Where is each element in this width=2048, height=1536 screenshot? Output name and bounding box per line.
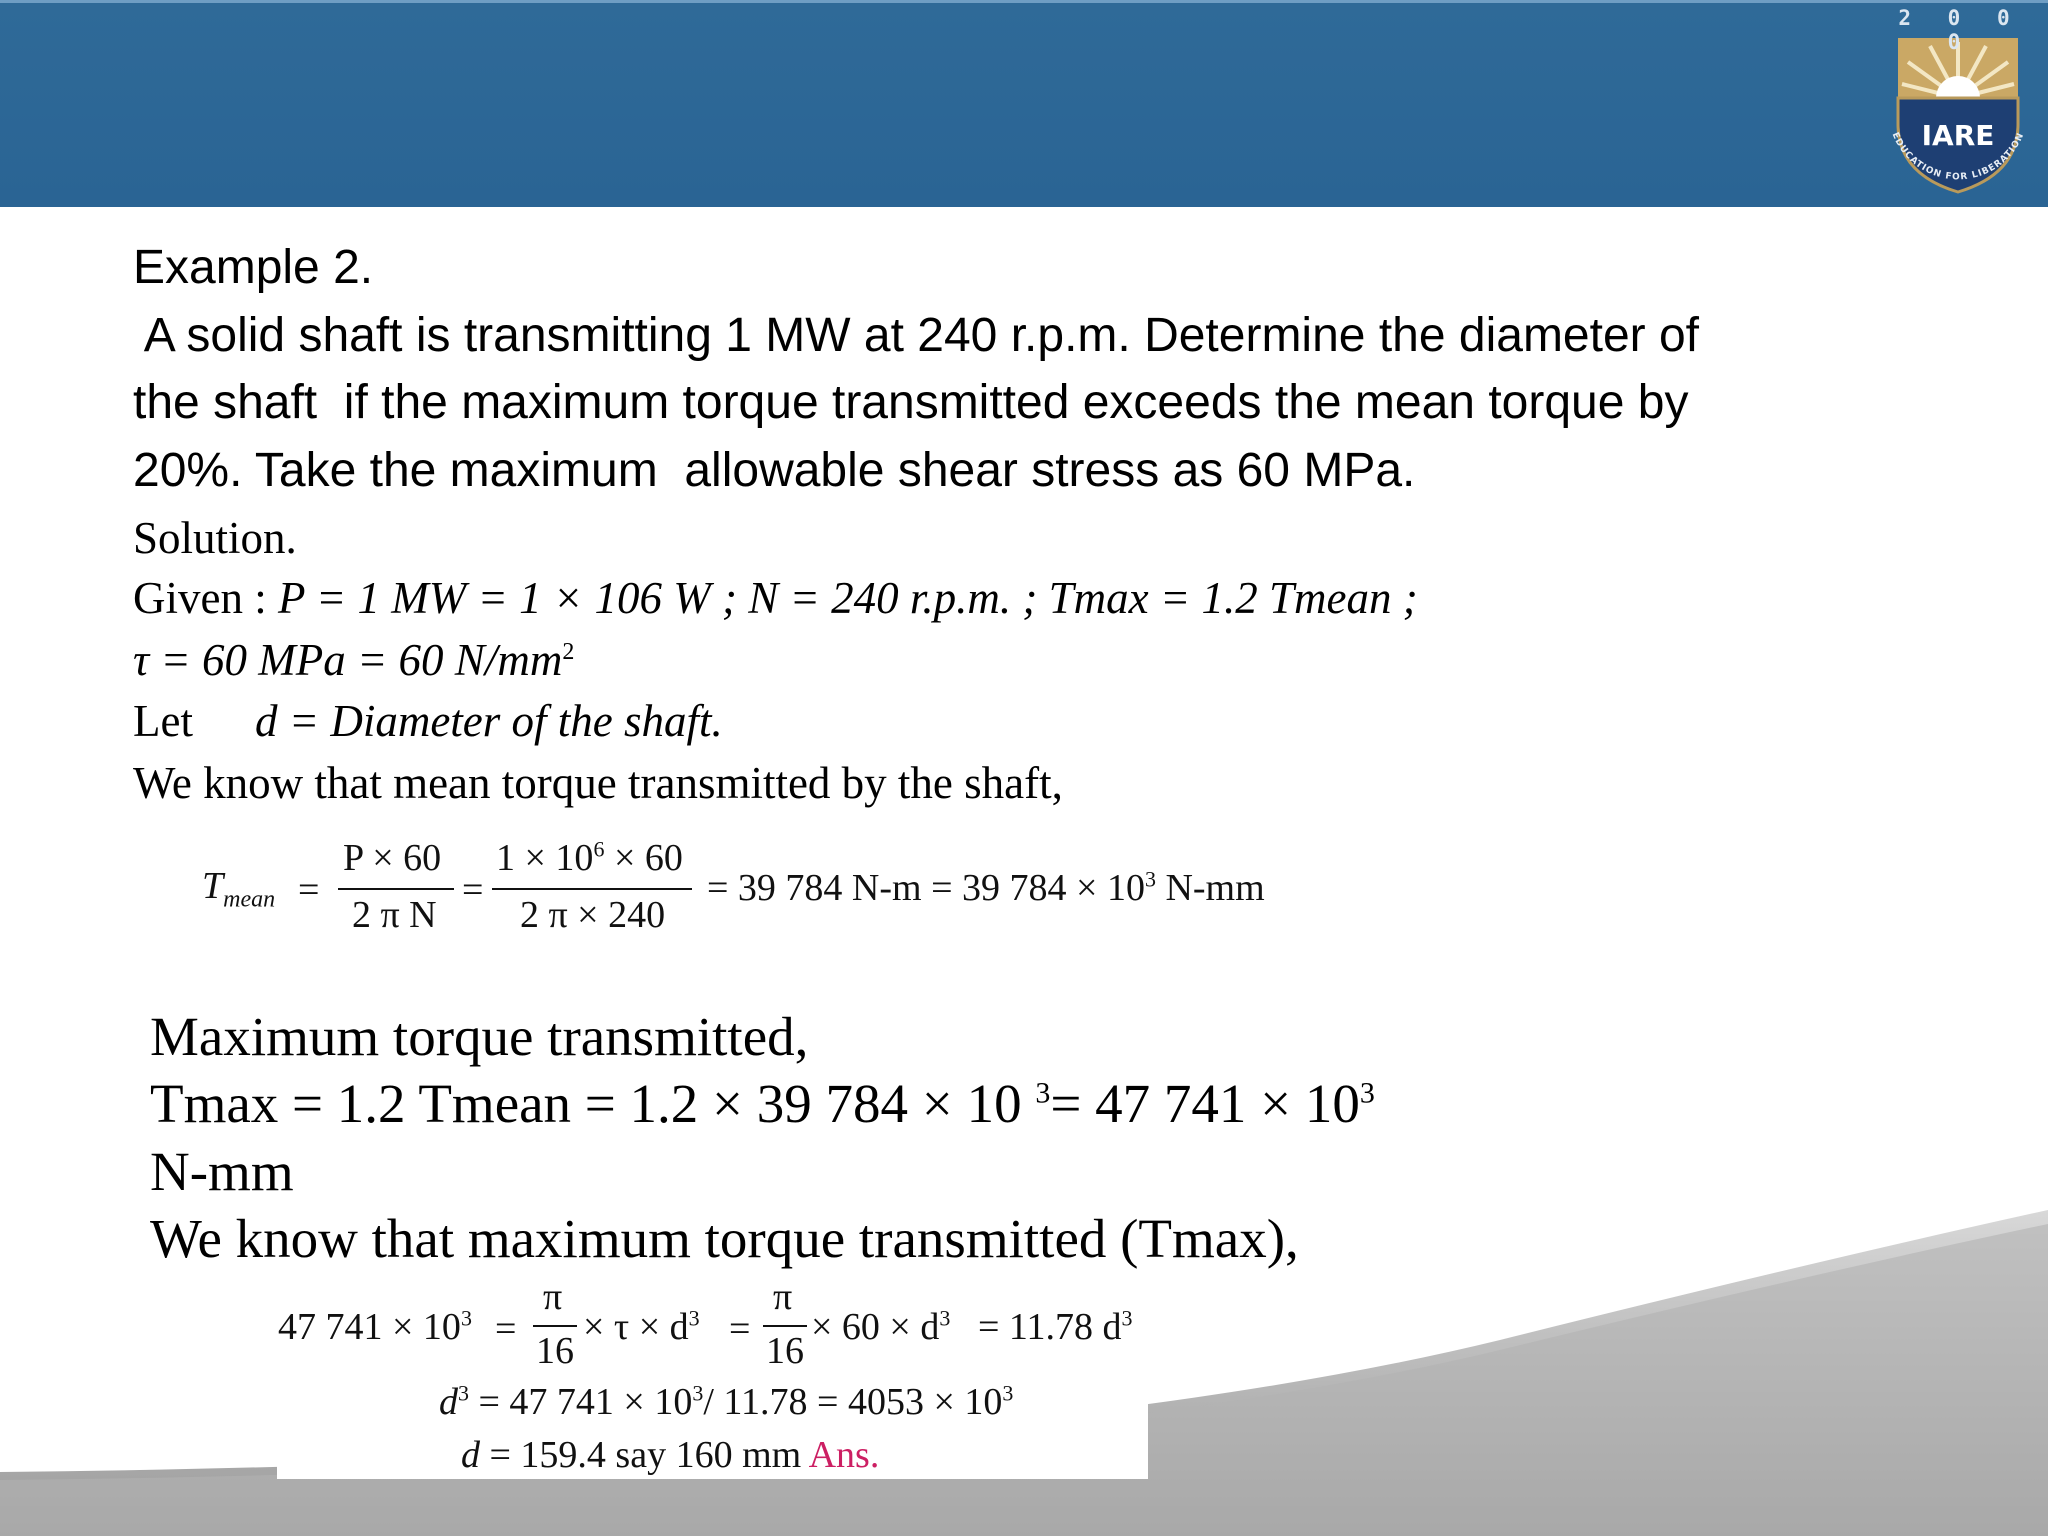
eq1-result: = 39 784 N-m = 39 $784 \times 10^3$ N-mm <box>707 866 1265 909</box>
max-torque-equations <box>277 1276 1148 1479</box>
given-label: Given : <box>133 573 278 623</box>
let-line <box>133 695 723 747</box>
eq2-pi-2: π <box>773 1276 793 1318</box>
max-torque-heading: Maximum torque transmitted, <box>150 1006 809 1067</box>
iare-logo <box>1868 6 2048 202</box>
problem-line-2: the shaft if the maximum torque transmitted exceeds the mean torque by <box>133 376 1689 429</box>
tau-exponent: 2 <box>562 639 575 665</box>
eq2-result: = 11.78 $d^3$ <box>978 1305 1133 1348</box>
eq2-fraction-bar-2 <box>763 1325 807 1327</box>
eq1-denominator-1: 2 π N <box>352 894 437 936</box>
mean-torque-intro: We know that mean torque transmitted by the shaft, <box>133 758 1063 808</box>
tmax-intro: We know that maximum torque transmitted (Tmax), <box>150 1208 1299 1269</box>
eq2-sixteen-2: 16 <box>766 1330 804 1372</box>
eq1-equals-1: = <box>298 869 320 911</box>
eq1-numerator-1: P × 60 <box>343 837 442 879</box>
eq1-numerator-2: $1 \times 10^6 \times 60$ <box>496 836 683 879</box>
eq2-lhs: 47 $741 \times 10^3$ <box>278 1305 472 1348</box>
given-line <box>133 572 1418 624</box>
header-bar <box>0 0 2048 207</box>
eq2-sixteen-1: 16 <box>536 1330 574 1372</box>
let-label: Let <box>133 696 193 746</box>
solution-label: Solution. <box>133 513 297 563</box>
eq2-middle-2: × $60 \times d^3$ <box>811 1305 951 1348</box>
eq2-fraction-bar-1 <box>533 1325 577 1327</box>
tau-text: τ = 60 MPa = 60 N/mm <box>133 635 563 685</box>
answer-label: Ans. <box>808 1434 880 1476</box>
eq2-middle-1: × $\tau \times d^3$ <box>583 1305 700 1348</box>
let-value: d = Diameter of the shaft. <box>254 696 723 746</box>
problem-line-1: A solid shaft is transmitting 1 MW at 240 r.p.m. Determine the diameter of <box>133 309 1699 362</box>
eq2-pi-1: π <box>543 1276 563 1318</box>
logo-year: 2 0 0 0 <box>1898 6 2022 54</box>
tmax-unit: N-mm <box>150 1141 294 1202</box>
tau-line <box>133 634 574 686</box>
eq1-fraction-bar-1 <box>338 888 454 890</box>
eq2-equals-1: = <box>495 1308 517 1350</box>
tmax-line: Tmax = 1.2 Tmean = 1.2 × 39 784 × 10 $^3$= 47 $741 \times 10^3$ <box>150 1073 1375 1134</box>
example-heading: Example 2. <box>133 241 374 294</box>
eq2-line-3: d = 159.4 say 160 mm Ans. <box>461 1434 880 1476</box>
eq2-line-2: $d^3 = 47$ $741 \times 10^3/$ $11.78 = 4053 \times 10^3$ <box>439 1380 1014 1423</box>
eq1-fraction-bar-2 <box>492 888 692 890</box>
eq2-equals-2: = <box>729 1308 751 1350</box>
eq1-denominator-2: 2 π × 240 <box>520 894 666 936</box>
logo-motto: EDUCATION FOR LIBERATION <box>1889 131 2027 183</box>
problem-line-3: 20%. Take the maximum allowable shear stress as 60 MPa. <box>133 444 1416 497</box>
eq1-lhs: $T_{mean}$ <box>202 865 276 913</box>
logo-name: IARE <box>1921 119 1995 152</box>
given-values: P = 1 MW = 1 × 106 W ; N = 240 r.p.m. ; Tmax = 1.2 Tmean ; <box>277 573 1418 623</box>
eq1-equals-2: = <box>462 869 484 911</box>
